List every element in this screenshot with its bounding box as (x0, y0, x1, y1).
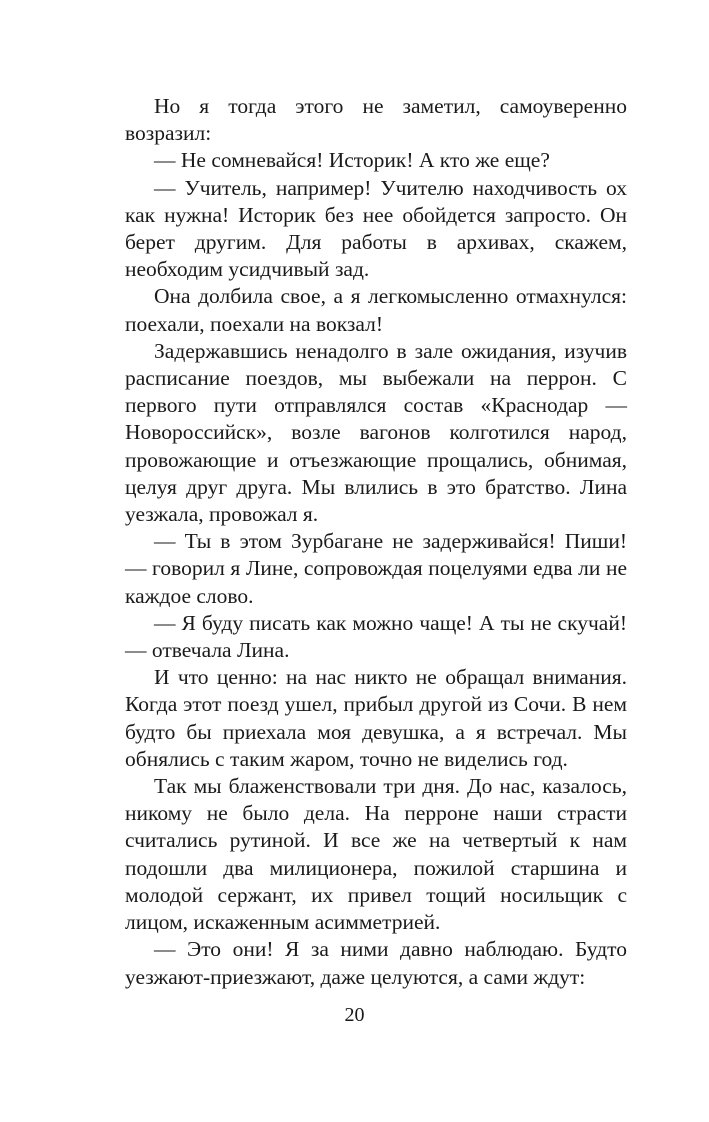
paragraph-9: Так мы блаженствовали три дня. До нас, казалось, никому не было дела. На перроне наши страсти считались рутиной. И все же на четвертый к нам подошли два милиционера, пожилой старшина и молодой сержант, их привел тощий носильщик с лицом, искаженным асимметрией. (125, 774, 627, 935)
page-number: 20 (344, 1004, 365, 1026)
paragraph-7: — Я буду писать как можно чаще! А ты не скучай! — отвечала Лина. (125, 610, 627, 663)
paragraph-5: Задержавшись ненадолго в зале ожидания, изучив расписание поездов, мы выбежали на перрон. С первого пути отправлялся состав «Краснодар — Новороссийск», возле вагонов колготился народ, провожающие и отъезжающие прощались, обнимая, целуя друг друга. Мы влились в это братство. Лина уезжала, провожал я. (125, 338, 627, 527)
paragraph-6: — Ты в этом Зурбагане не задерживайся! Пиши! — говорил я Лине, сопровождая поцелуями едва ли не каждое слово. (125, 529, 627, 608)
paragraph-10: — Это они! Я за ними давно наблюдаю. Будто уезжают-приезжают, даже целуются, а сами ждут: (125, 937, 627, 989)
paragraph-4: Она долбила свое, а я легкомысленно отмахнулся: поехали, поехали на вокзал! (125, 284, 627, 336)
paragraph-1: Но я тогда этого не заметил, самоуверенно возразил: (125, 94, 627, 146)
paragraph-2: — Не сомневайся! Историк! А кто же еще? (154, 148, 550, 173)
paragraph-8: И что ценно: на нас никто не обращал внимания. Когда этот поезд ушел, прибыл другой из Сочи. В нем будто бы приехала моя девушка, а я встречал. Мы обнялись с таким жаром, точно не виделись год. (125, 665, 627, 771)
paragraph-3: — Учитель, например! Учителю находчивость ох как нужна! Историк без нее обойдется запросто. Он берет другим. Для работы в архивах, скажем, необходим усидчивый зад. (125, 175, 627, 282)
body-text (125, 93, 627, 991)
